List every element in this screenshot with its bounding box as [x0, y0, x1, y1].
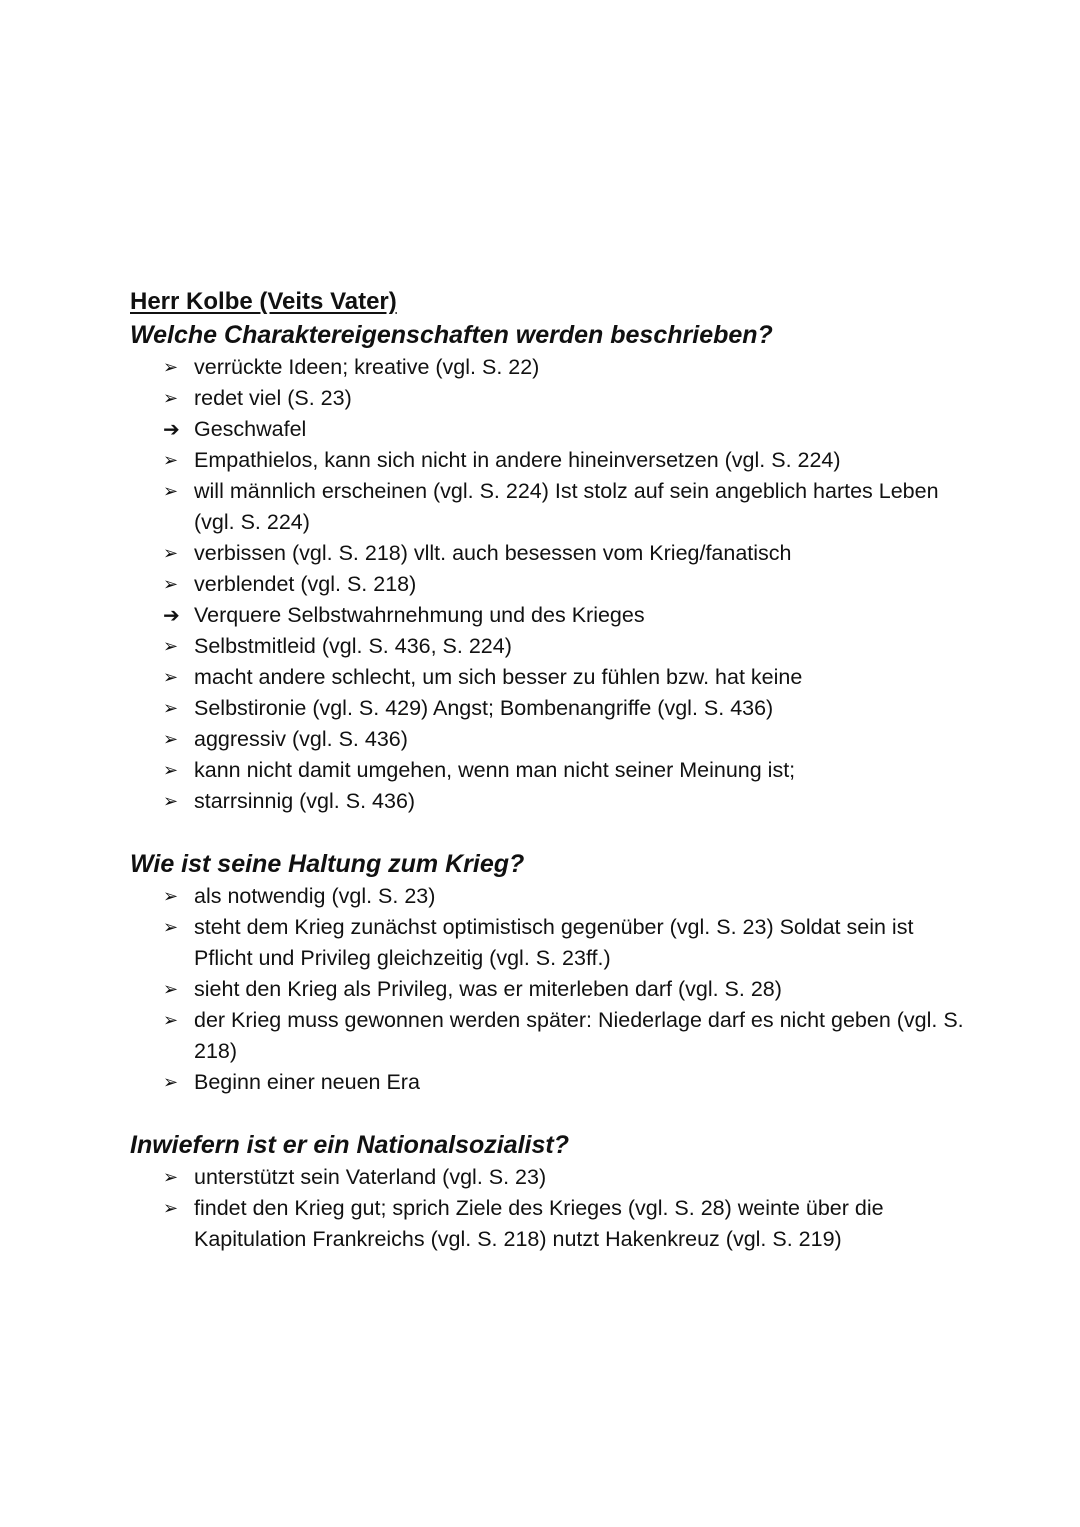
list-item	[163, 352, 970, 383]
list-item-text: verrückte Ideen; kreative (vgl. S. 22)	[194, 355, 540, 379]
list-item-text: aggressiv (vgl. S. 436)	[194, 727, 408, 751]
list-item-text: redet viel (S. 23)	[194, 386, 352, 410]
list-item-text: findet den Krieg gut; sprich Ziele des Krieges (vgl. S. 28) weinte über die Kapitulation Frankreichs (vgl. S. 218) nutzt Hakenkreuz (vgl. S. 219)	[194, 1196, 884, 1251]
section-question: Inwiefern ist er ein Nationalsozialist?	[130, 1131, 569, 1159]
list-item-text: will männlich erscheinen (vgl. S. 224) Ist stolz auf sein angeblich hartes Leben (vgl. S. 224)	[194, 479, 939, 534]
document-page	[130, 286, 970, 1255]
list-item	[163, 693, 970, 724]
bullet-arrowhead-icon: ➢	[163, 760, 179, 781]
section-character-traits	[130, 318, 970, 817]
section-attitude-to-war	[130, 847, 970, 1098]
list-item-text: verblendet (vgl. S. 218)	[194, 572, 417, 596]
bullet-arrowhead-icon: ➢	[163, 729, 179, 750]
list-item	[163, 476, 970, 538]
bullet-right-arrow-icon: ➔	[163, 603, 180, 627]
list-item	[163, 786, 970, 817]
list-item	[163, 569, 970, 600]
list-item-text: Verquere Selbstwahrnehmung und des Krieges	[194, 603, 645, 627]
list-item	[163, 881, 970, 912]
bullet-arrowhead-icon: ➢	[163, 357, 179, 378]
list-item-text: unterstützt sein Vaterland (vgl. S. 23)	[194, 1165, 547, 1189]
list-item	[163, 912, 970, 974]
list-item-text: macht andere schlecht, um sich besser zu fühlen bzw. hat keine	[194, 665, 803, 689]
bullet-arrowhead-icon: ➢	[163, 979, 179, 1000]
bullet-arrowhead-icon: ➢	[163, 1072, 179, 1093]
bullet-arrowhead-icon: ➢	[163, 1198, 179, 1219]
bullet-list	[130, 1162, 970, 1255]
list-item	[163, 974, 970, 1005]
list-item	[163, 445, 970, 476]
list-item	[163, 631, 970, 662]
bullet-arrowhead-icon: ➢	[163, 574, 179, 595]
list-item	[163, 1193, 970, 1255]
bullet-arrowhead-icon: ➢	[163, 450, 179, 471]
bullet-arrowhead-icon: ➢	[163, 698, 179, 719]
bullet-arrowhead-icon: ➢	[163, 667, 179, 688]
list-item-text: sieht den Krieg als Privileg, was er miterleben darf (vgl. S. 28)	[194, 977, 782, 1001]
bullet-arrowhead-icon: ➢	[163, 388, 179, 409]
list-item-text: steht dem Krieg zunächst optimistisch gegenüber (vgl. S. 23) Soldat sein ist Pflicht und Privileg gleichzeitig (vgl. S. 23ff.)	[194, 915, 914, 970]
section-national-socialist	[130, 1128, 970, 1255]
bullet-arrowhead-icon: ➢	[163, 481, 179, 502]
list-item-text: Selbstmitleid (vgl. S. 436, S. 224)	[194, 634, 512, 658]
section-question: Wie ist seine Haltung zum Krieg?	[130, 850, 525, 878]
list-item-text: starrsinnig (vgl. S. 436)	[194, 789, 416, 813]
list-item-text: als notwendig (vgl. S. 23)	[194, 884, 436, 908]
list-item	[163, 538, 970, 569]
list-item	[163, 755, 970, 786]
section-question: Welche Charaktereigenschaften werden beschrieben?	[130, 321, 773, 349]
list-item	[163, 724, 970, 755]
list-item	[163, 414, 970, 445]
bullet-arrowhead-icon: ➢	[163, 1167, 179, 1188]
document-title: Herr Kolbe (Veits Vater)	[130, 288, 397, 315]
bullet-list	[130, 352, 970, 817]
list-item-text: der Krieg muss gewonnen werden später: Niederlage darf es nicht geben (vgl. S. 218)	[194, 1008, 964, 1063]
bullet-arrowhead-icon: ➢	[163, 886, 179, 907]
list-item-text: Geschwafel	[194, 417, 307, 441]
list-item-text: Empathielos, kann sich nicht in andere hineinversetzen (vgl. S. 224)	[194, 448, 841, 472]
list-item-text: verbissen (vgl. S. 218) vllt. auch besessen vom Krieg/fanatisch	[194, 541, 792, 565]
bullet-arrowhead-icon: ➢	[163, 1010, 179, 1031]
list-item	[163, 383, 970, 414]
list-item	[163, 600, 970, 631]
bullet-arrowhead-icon: ➢	[163, 917, 179, 938]
bullet-right-arrow-icon: ➔	[163, 417, 180, 441]
list-item-text: Beginn einer neuen Era	[194, 1070, 420, 1094]
bullet-arrowhead-icon: ➢	[163, 636, 179, 657]
bullet-arrowhead-icon: ➢	[163, 543, 179, 564]
list-item	[163, 1162, 970, 1193]
list-item-text: kann nicht damit umgehen, wenn man nicht seiner Meinung ist;	[194, 758, 796, 782]
bullet-list	[130, 881, 970, 1098]
list-item-text: Selbstironie (vgl. S. 429) Angst; Bombenangriffe (vgl. S. 436)	[194, 696, 774, 720]
list-item	[163, 662, 970, 693]
bullet-arrowhead-icon: ➢	[163, 791, 179, 812]
list-item	[163, 1005, 970, 1067]
list-item	[163, 1067, 970, 1098]
